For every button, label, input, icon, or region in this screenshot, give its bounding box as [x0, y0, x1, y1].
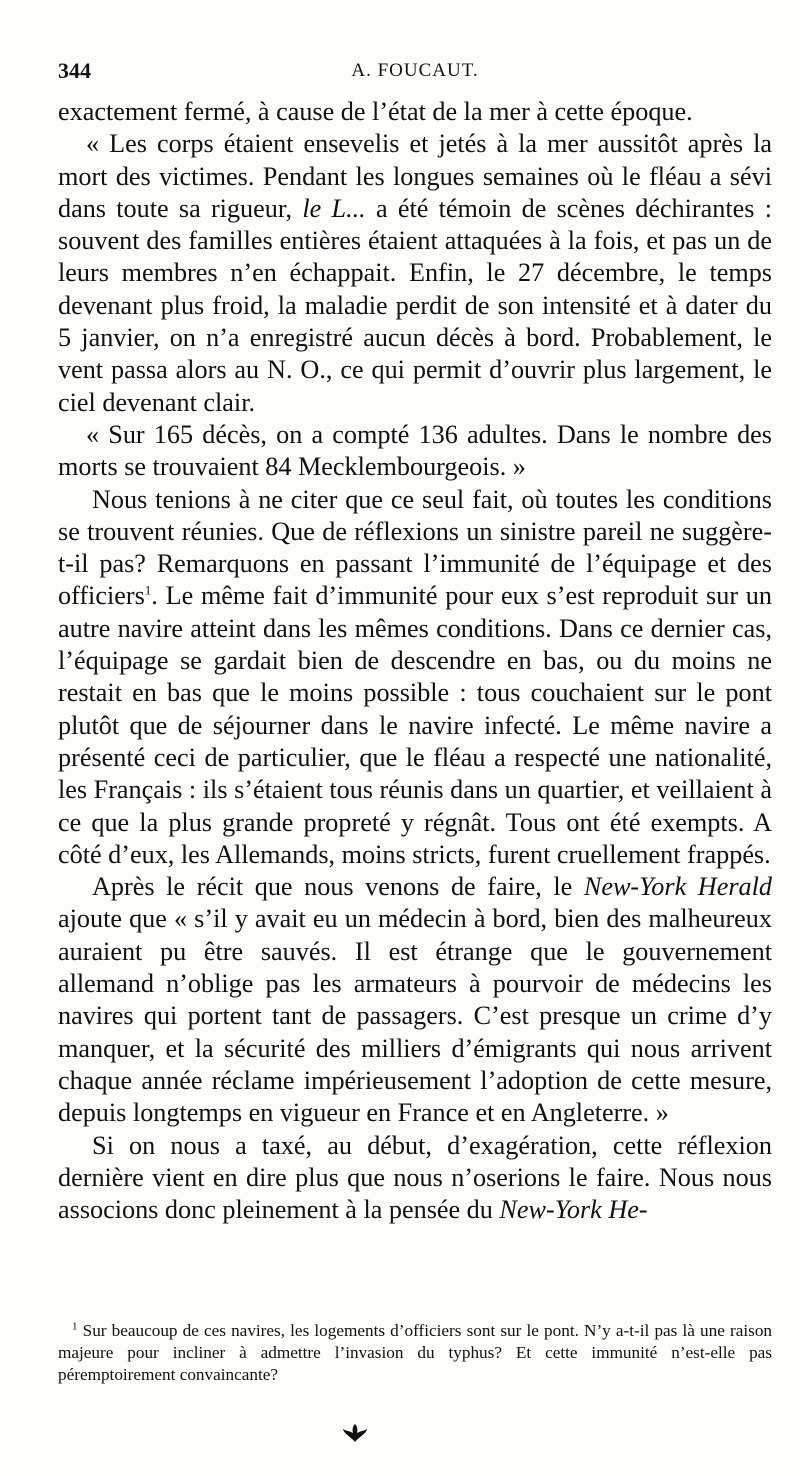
body-text	[58, 96, 772, 1226]
paragraph: exactement fermé, à cause de l’état de la mer à cette époque.	[58, 97, 693, 126]
paragraph: « Sur 165 décès, on a compté 136 adultes. Dans le nombre des morts se trouvaient 84 Mecklembourgeois. »	[58, 419, 772, 482]
newspaper-name: New-York Herald	[583, 872, 772, 902]
page-header	[58, 58, 772, 88]
running-head: A. FOUCAUT.	[351, 60, 479, 81]
ornament-icon	[340, 1422, 370, 1444]
footnote	[58, 1320, 772, 1386]
paragraph: Si on nous a taxé, au début, d’exagération, cette réflexion dernière vient en dire plus que nous n’oserions le faire. Nous nous associons donc pleinement à la pensée du New-York He-	[58, 1130, 772, 1225]
newspaper-name: New-York He-	[499, 1195, 648, 1225]
paragraph: Après le récit que nous venons de faire, le New-York Herald ajoute que « s’il y avait eu un médecin à bord, bien des malheureux auraient pu être sauvés. Il est étrange que le gouvernement allemand n’oblige pas les armateurs à pourvoir de médecins les navires qui portent tant de passagers. C’est presque un crime d’y manquer, et la sécurité des milliers d’émigrants qui nous arrivent chaque année réclame impérieusement l’adoption de cette mesure, depuis longtemps en vigueur en France et en Angleterre. »	[58, 872, 772, 1128]
footnote-reference: 1	[144, 582, 152, 598]
paragraph: « Les corps étaient ensevelis et jetés à la mer aussitôt après la mort des victimes. Pendant les longues semaines où le fléau a sévi dans toute sa rigueur, le L... a été témoin de scènes déchirantes : souvent des familles entières étaient attaquées à la fois, et pas un de leurs membres n’en échappait. Enfin, le 27 décembre, le temps devenant plus froid, la maladie perdit de son intensité et à dater du 5 janvier, on n’a enregistré aucun décès à bord. Probablement, le vent passa alors au N. O., ce qui permit d’ouvrir plus largement, le ciel devenant clair.	[58, 129, 772, 417]
page-number: 344	[58, 58, 91, 83]
paragraph: Nous tenions à ne citer que ce seul fait, où toutes les conditions se trouvent réunies. Que de réflexions un sinistre pareil ne suggère-t-il pas? Remarquons en passant l’immunité de l’équipage et des officiers$^1$. Le même fait d’immunité pour eux s’est reproduit sur un autre navire atteint dans les mêmes conditions. Dans ce dernier cas, l’équipage se gardait bien de descendre en bas, ou du moins ne restait en bas que le moins possible : tous couchaient sur le pont plutôt que de séjourner dans le navire infecté. Le même navire a présenté ceci de particulier, que le fléau a respecté une nationalité, les Français : ils s’étaient tous réunis dans un quartier, et veillaient à ce que la plus grande propreté y régnât. Tous ont été exempts. A côté d’eux, les Allemands, moins stricts, furent cruellement frappés.	[58, 484, 772, 869]
footnote-text: Sur beaucoup de ces navires, les logements d’officiers sont sur le pont. N’y a-t-il pas là une raison majeure pour incliner à admettre l’invasion du typhus? Et cette immunité n’est-elle pas péremptoirement convaincante?	[58, 1321, 773, 1384]
ship-name: le L...	[302, 193, 366, 223]
footnote-mark: 1	[72, 1320, 78, 1333]
